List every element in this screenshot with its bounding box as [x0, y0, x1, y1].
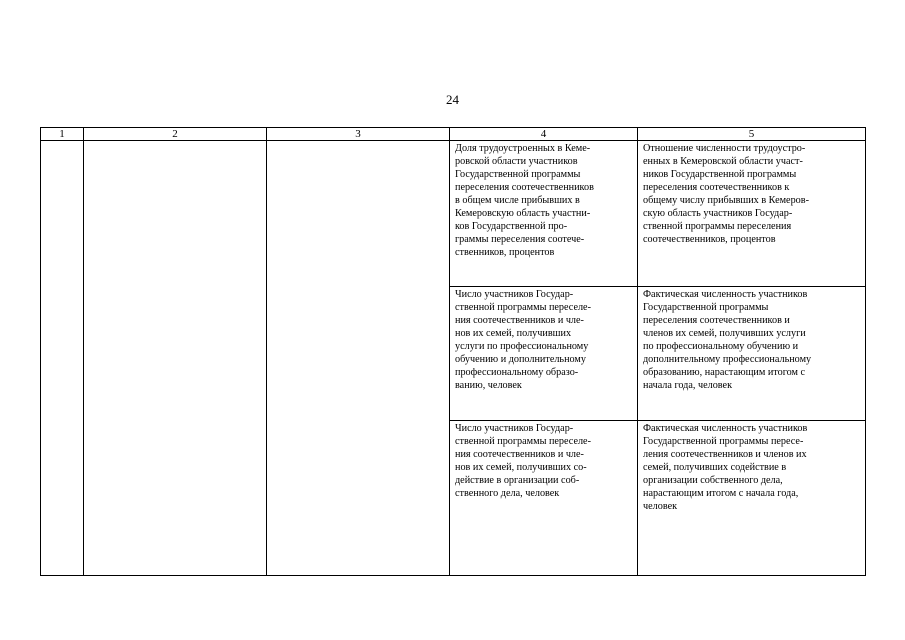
method-employed-share: Отношение численности трудоустро- енных в Кемеровской области участ- ников Государственной программы переселения соотечественников к общему числу прибывших в Кемеров- скую область участников Государ- ственной программы переселения соотечественников, процентов — [638, 141, 865, 287]
header-col-2: 2 — [84, 128, 267, 141]
cell-col-4 — [450, 141, 638, 576]
indicator-business-count: Число участников Государ- ственной программы переселе- ния соотечественников и чле- нов их семей, получивших со- действие в организации соб- ственного дела, человек — [455, 423, 591, 499]
table-header-row — [41, 128, 866, 141]
header-col-5: 5 — [638, 128, 866, 141]
indicators-table — [40, 127, 866, 576]
header-col-4: 4 — [450, 128, 638, 141]
cell-col-1 — [41, 141, 84, 576]
page-number: 24 — [446, 92, 459, 107]
method-business-count: Фактическая численность участников Государственной программы пересе- ления соотечественников и членов их семей, получивших содействие в организации собственного дела, нарастающим итогом с начала года, человек — [643, 423, 808, 512]
cell-col-3 — [267, 141, 450, 576]
cell-col-2 — [84, 141, 267, 576]
method-training-count: Фактическая численность участников Государственной программы переселения соотечественников и членов их семей, получивших услуги по профессиональному обучению и дополнительному профессиональному образованию, нарастающим итогом с начала года, человек — [638, 287, 865, 421]
cell-col-5 — [638, 141, 866, 576]
indicator-employed-share: Доля трудоустроенных в Кеме- ровской области участников Государственной программы переселения соотечественников в общем числе прибывших в Кемеровскую область участни- ков Государственной про- граммы переселения соотече- ственников, процентов — [450, 141, 637, 287]
header-col-1: 1 — [41, 128, 84, 141]
table-row — [41, 141, 866, 576]
indicator-training-count: Число участников Государ- ственной программы переселе- ния соотечественников и чле- нов их семей, получивших услуги по профессиональному обучению и дополнительному профессиональному образо- ванию, человек — [450, 287, 637, 421]
header-col-3: 3 — [267, 128, 450, 141]
